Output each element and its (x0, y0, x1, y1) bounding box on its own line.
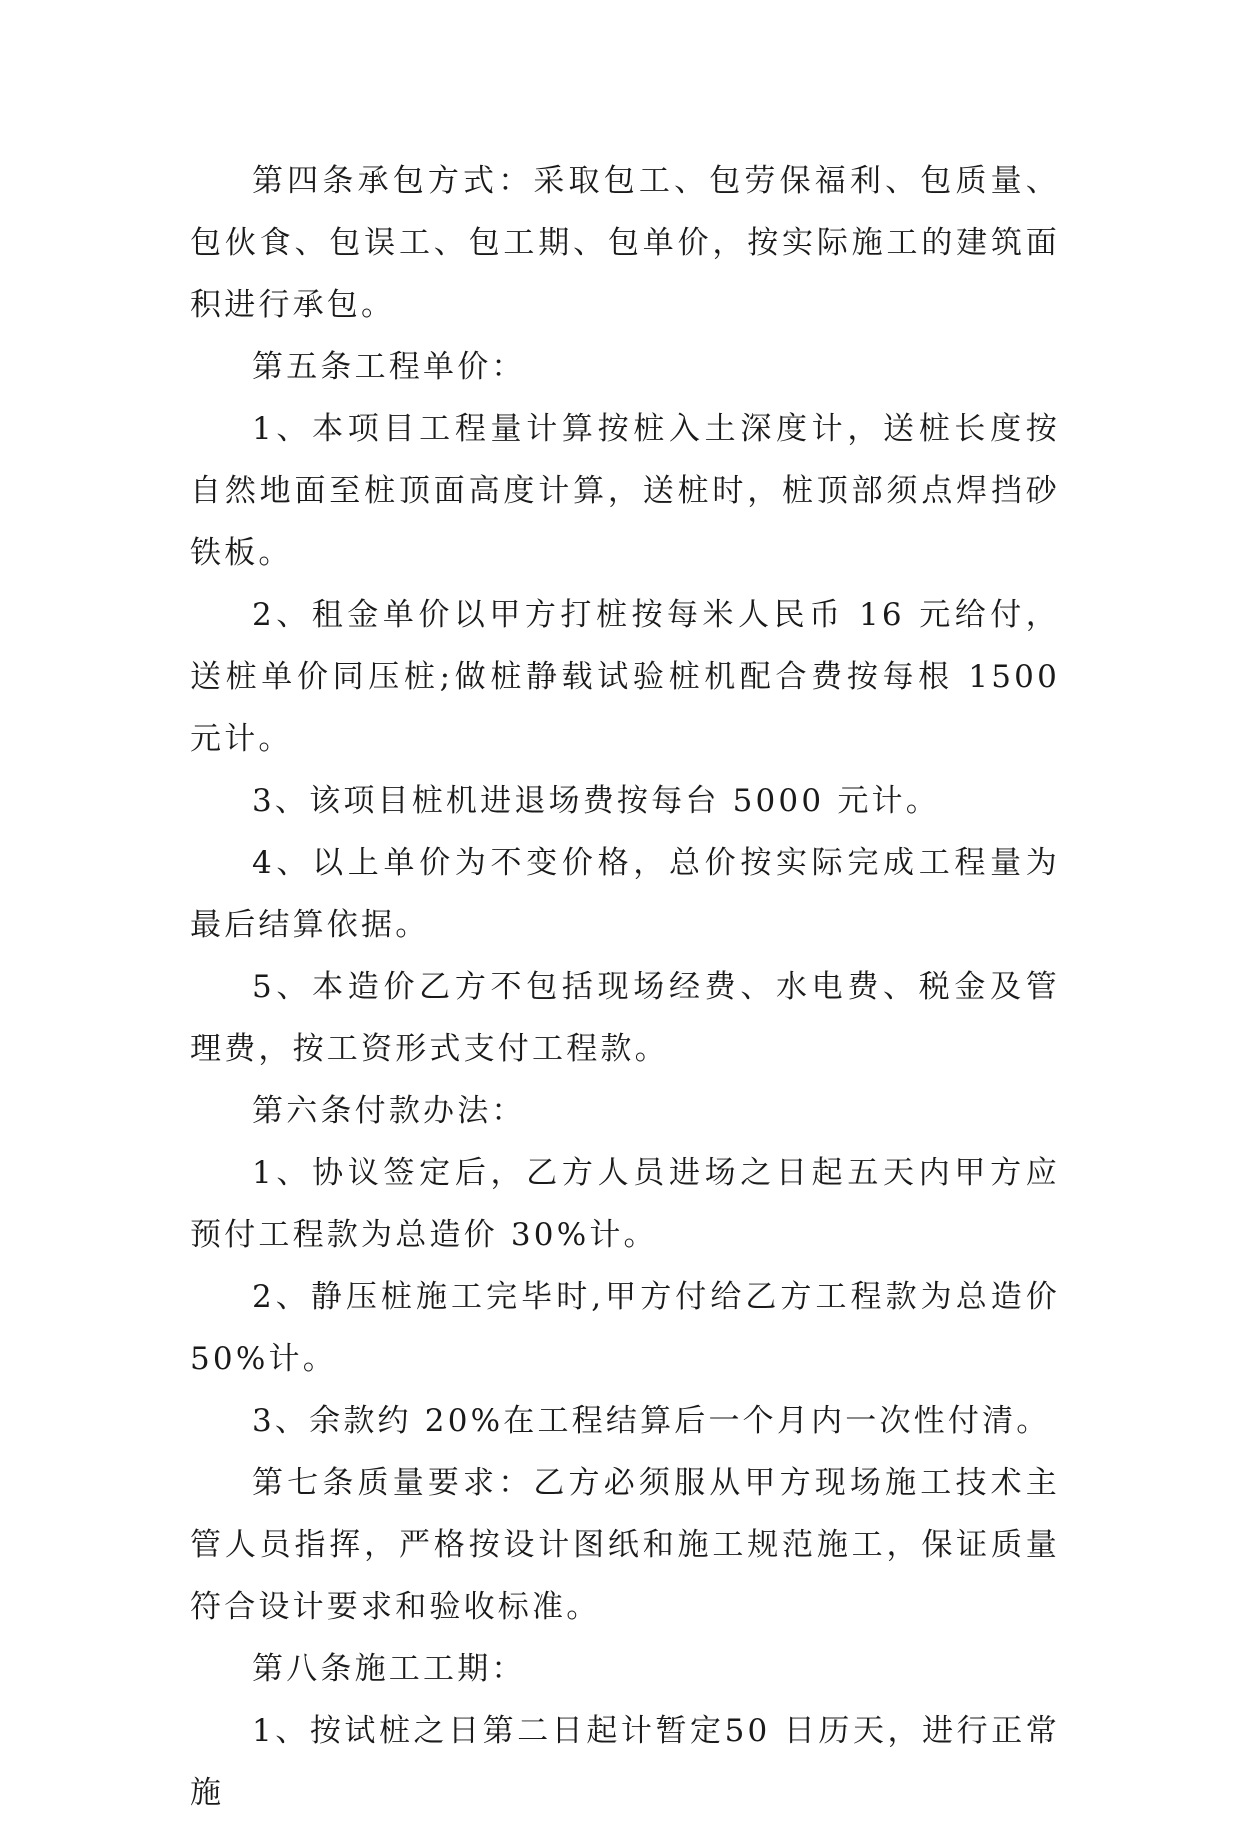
clause-5-item-5: 5、本造价乙方不包括现场经费、水电费、税金及管理费，按工资形式支付工程款。 (190, 969, 1060, 1067)
clause-6-item-2: 2、静压桩施工完毕时,甲方付给乙方工程款为总造价50%计。 (190, 1279, 1060, 1377)
clause-5-item-2: 2、租金单价以甲方打桩按每米人民币 16 元给付，送桩单价同压桩;做桩静载试验桩机配合费按每根 1500 元计。 (190, 597, 1060, 757)
clause-5-item-3: 3、该项目桩机进退场费按每台 5000 元计。 (252, 783, 940, 819)
clause-5-item-1: 1、本项目工程量计算按桩入土深度计，送桩长度按自然地面至桩顶面高度计算，送桩时，桩顶部须点焊挡砂铁板。 (190, 411, 1060, 571)
clause-8-item-1: 1、按试桩之日第二日起计暂定50 日历天，进行正常施 (190, 1713, 1060, 1811)
clause-6-heading: 第六条付款办法： (252, 1093, 526, 1129)
clause-7-quality: 第七条质量要求：乙方必须服从甲方现场施工技术主管人员指挥，严格按设计图纸和施工规范施工，保证质量符合设计要求和验收标准。 (190, 1465, 1060, 1625)
document-body (190, 150, 1060, 1824)
clause-5-item-4: 4、以上单价为不变价格，总价按实际完成工程量为最后结算依据。 (190, 845, 1060, 943)
clause-5-heading: 第五条工程单价： (252, 349, 526, 385)
clause-8-heading: 第八条施工工期： (252, 1651, 526, 1687)
clause-6-item-3: 3、余款约 20%在工程结算后一个月内一次性付清。 (252, 1403, 1051, 1439)
clause-4-contract-method: 第四条承包方式：采取包工、包劳保福利、包质量、包伙食、包误工、包工期、包单价，按实际施工的建筑面积进行承包。 (190, 163, 1060, 323)
clause-6-item-1: 1、协议签定后，乙方人员进场之日起五天内甲方应预付工程款为总造价 30%计。 (190, 1155, 1060, 1253)
